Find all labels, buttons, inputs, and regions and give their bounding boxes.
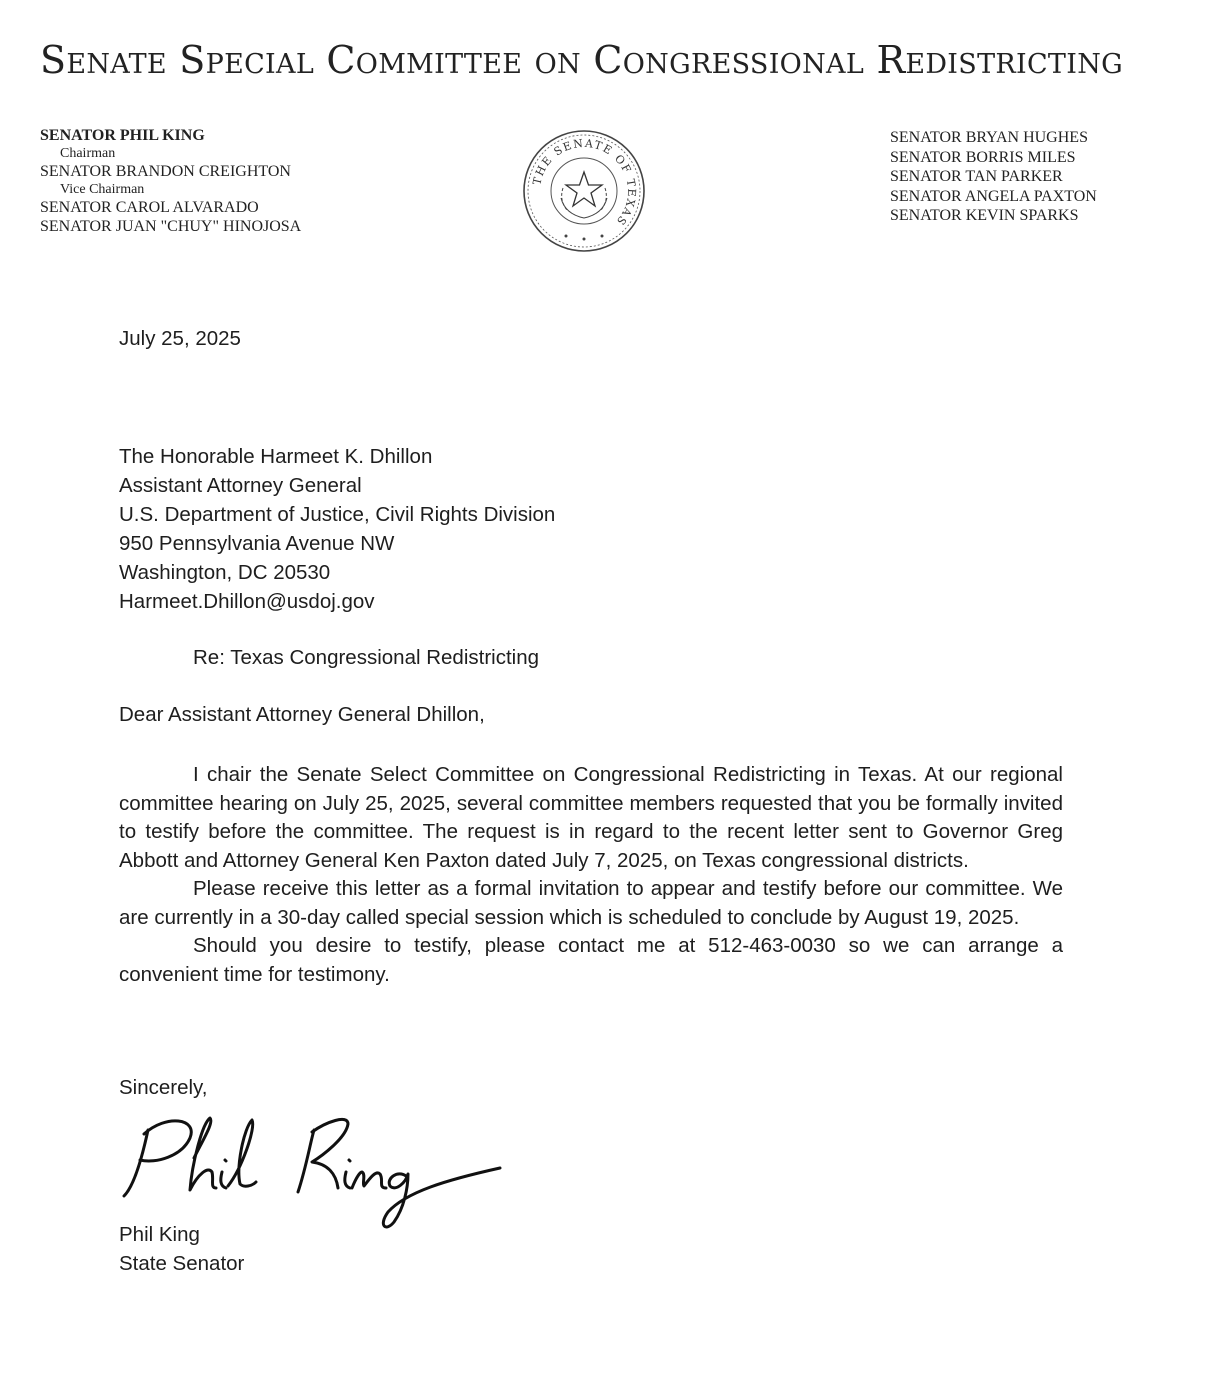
recipient-street: 950 Pennsylvania Avenue NW — [119, 532, 395, 555]
member-name: SENATOR ANGELA PAXTON — [890, 187, 1097, 205]
body-paragraph: Should you desire to testify, please contact me at 512-463-0030 so we can arrange a convenient time for testimony. — [119, 934, 1063, 986]
member-name: SENATOR BRYAN HUGHES — [890, 129, 1088, 146]
member-role: Vice Chairman — [60, 182, 145, 197]
member-name: SENATOR JUAN "CHUY" HINOJOSA — [40, 218, 302, 235]
recipient-title: Assistant Attorney General — [119, 474, 362, 497]
signature-block — [119, 1220, 244, 1278]
body-paragraph: Please receive this letter as a formal invitation to appear and testify before our committee. We are currently in a 30-day called special session which is scheduled to conclude by August 19, 2025. — [119, 877, 1063, 929]
closing: Sincerely, — [119, 1076, 208, 1099]
letter-body — [119, 761, 1063, 989]
seal-icon — [521, 128, 647, 254]
member-name: SENATOR PHIL KING — [40, 127, 205, 144]
handwritten-signature — [116, 1108, 516, 1238]
subject-line: Re: Texas Congressional Redistricting — [193, 646, 540, 669]
recipient-department: U.S. Department of Justice, Civil Rights Division — [119, 503, 556, 526]
member-name: SENATOR CAROL ALVARADO — [40, 199, 259, 216]
committee-members-left — [40, 126, 460, 236]
member-name: SENATOR KEVIN SPARKS — [890, 207, 1079, 224]
recipient-name: The Honorable Harmeet K. Dhillon — [119, 445, 433, 468]
recipient-city: Washington, DC 20530 — [119, 561, 331, 584]
body-paragraph: I chair the Senate Select Committee on Congressional Redistricting in Texas. At our regional committee hearing on July 25, 2025, several committee members requested that you be formally invited to testify before the committee. The request is in regard to the recent letter sent to Governor Greg Abbott and Attorney General Ken Paxton dated July 7, 2025, on Texas congressional districts. — [119, 763, 1063, 872]
signer-title: State Senator — [119, 1252, 245, 1275]
member-role: Chairman — [60, 146, 116, 161]
letterhead-title: Senate Special Committee on Congressional Redistricting — [40, 38, 1124, 82]
member-name: SENATOR TAN PARKER — [890, 168, 1063, 185]
member-name: SENATOR BRANDON CREIGHTON — [40, 163, 291, 180]
recipient-address — [119, 442, 819, 616]
recipient-email: Harmeet.Dhillon@usdoj.gov — [119, 590, 375, 613]
salutation: Dear Assistant Attorney General Dhillon, — [119, 703, 485, 726]
svg-text:THE SENATE OF TEXAS: THE SENATE OF TEXAS — [530, 136, 639, 229]
signer-name: Phil King — [119, 1223, 200, 1246]
letter-date: July 25, 2025 — [119, 327, 241, 350]
member-name: SENATOR BORRIS MILES — [890, 148, 1076, 166]
committee-members-right — [890, 128, 1180, 226]
senate-seal — [521, 128, 647, 254]
